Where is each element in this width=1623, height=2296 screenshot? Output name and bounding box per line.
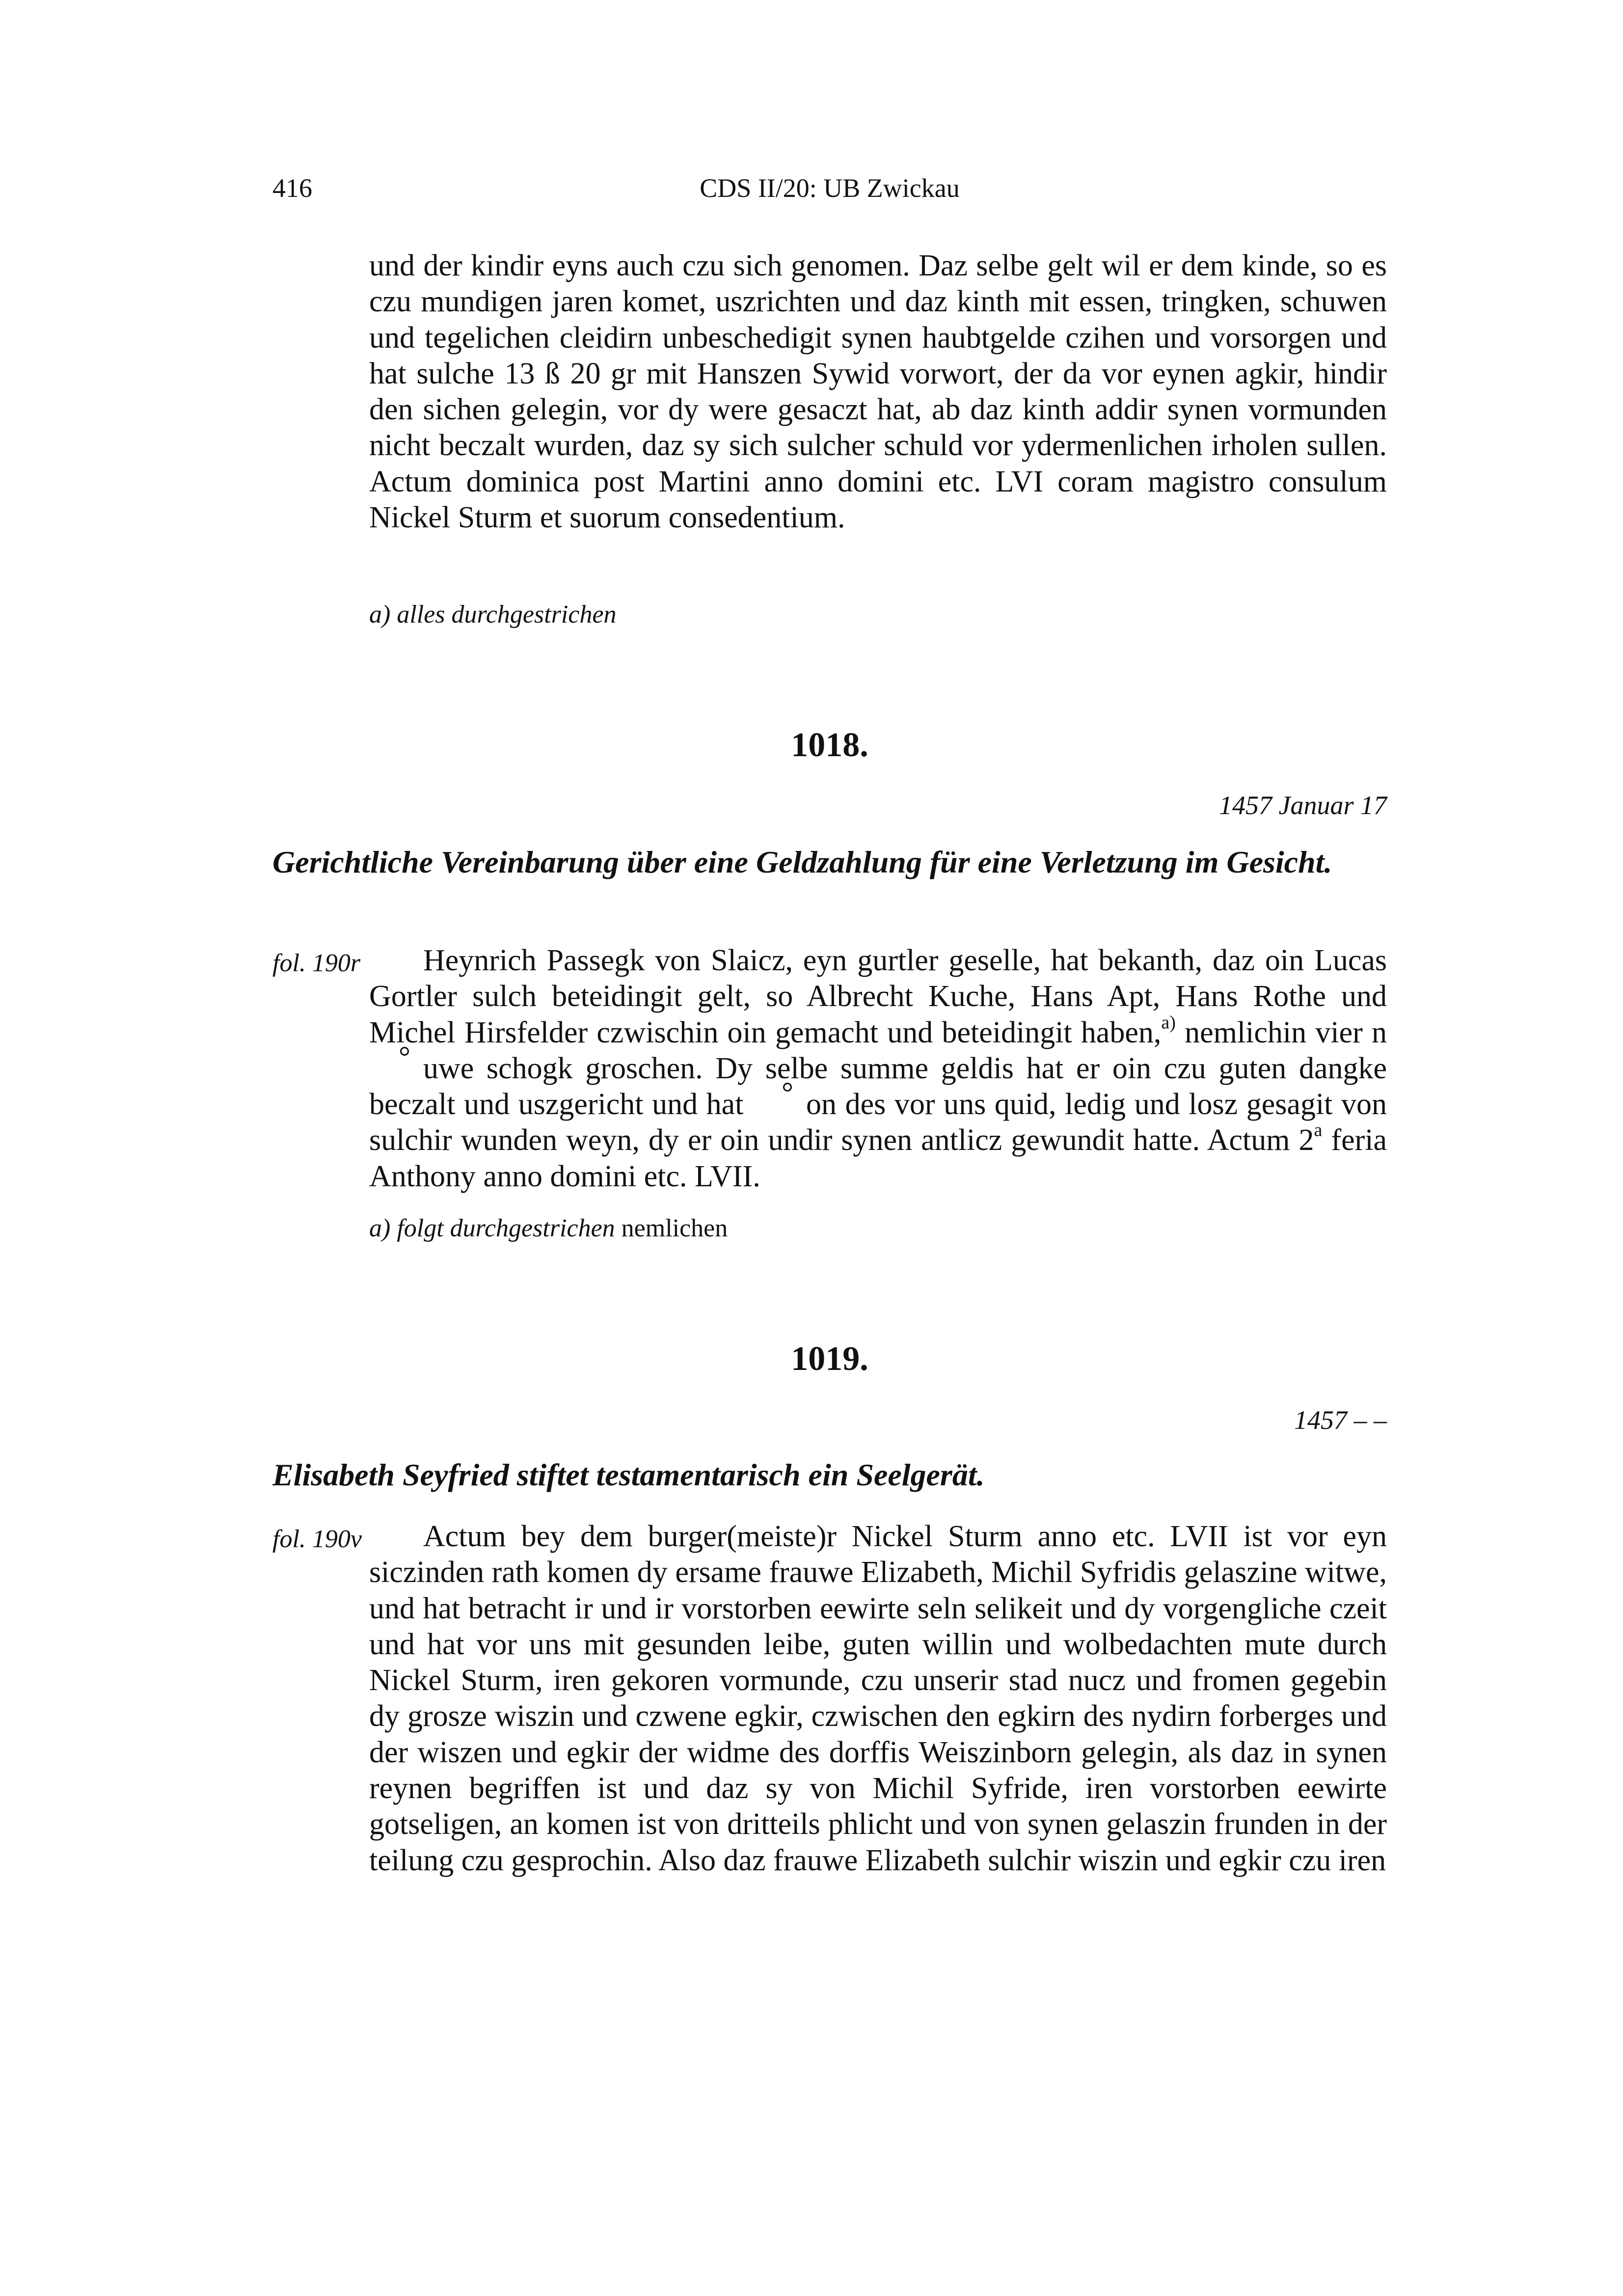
text-part: we schogk groschen. Dy selbe summe geldis hat er oin czu guten dangke beczalt und uszgericht und hat [369, 1051, 1387, 1121]
entry-paragraph-1019: Actum bey dem burger(meiste)r Nickel Sturm anno etc. LVII ist vor eyn siczinden rath komen dy ersame frauwe Elizabeth, Michil Syfridis gelaszine witwe, und hat betracht ir und ir vorstorben eewirte seln selikeit und dy vorgengliche czeit und hat vor uns mit gesunden leibe, guten willin und wolbedachten mute durch Nickel Sturm, iren gekoren vormunde, czu unserir stad nucz und fromen gegebin dy grosze wiszin und czwene egkir, czwischen den egkirn des nydirn forberges und der wiszen und egkir der widme des dorffis Weiszinborn gelegin, als daz in synen reynen begriffen ist und daz sy von Michil Syfride, iren vorstorben eewirte gotseligen, an komen ist von dritteils phlicht und von synen gelaszin frunden in der teilung czu gesprochin. Also daz frauwe Elizabeth sulchir wiszin und egkir czu iren [369, 1520, 1387, 1877]
page-header [272, 173, 1387, 212]
folio-1018: fol. 190r [272, 949, 361, 977]
ring-letter: o [752, 1087, 821, 1122]
superscript-letter: a [1314, 1120, 1323, 1141]
continued-entry-text [369, 248, 1387, 536]
continued-footnote [369, 600, 617, 629]
text-part: n des vor uns quid, ledig und losz gesagit von sulchir wunden weyn, dy er oin undir synen antlicz gewundit hatte. Actum 2 [369, 1088, 1387, 1157]
text-part: feria Anthony anno domini etc. LVII. [369, 1123, 1387, 1193]
footnote-word: nemlichen [621, 1214, 728, 1242]
footnote-text: alles durchgestrichen [397, 601, 617, 629]
entry-number-1019: 1019. [791, 1340, 868, 1378]
entry-footnote-1018 [369, 1214, 728, 1243]
entry-paragraph-1018 [369, 943, 1387, 1195]
entry-text-1019 [369, 1519, 1387, 1879]
entry-text-1018 [369, 943, 1387, 1195]
entry-number-1018: 1018. [791, 726, 868, 764]
text-part: Heynrich Passegk von Slaicz, eyn gurtler geselle, hat bekanth, daz oin Lucas Gortler sulch beteidingit gelt, so Albrecht Kuche, Hans Apt, Hans Rothe und Michel Hirsfelder czwischin oin gemacht und beteidingit haben, [369, 944, 1387, 1049]
entry-date-1019: 1457 – – [1294, 1405, 1387, 1435]
footnote-marker: a) [369, 601, 391, 629]
page-number: 416 [272, 173, 312, 203]
footnote-text: folgt durchgestrichen [397, 1214, 615, 1242]
running-title: CDS II/20: UB Zwickau [700, 173, 960, 203]
entry-heading-1019: Elisabeth Seyfried stiftet testamentarisch ein Seelgerät. [272, 1457, 985, 1492]
footnote-marker: a) [369, 1214, 391, 1242]
entry-date-1018: 1457 Januar 17 [1219, 791, 1387, 820]
ring-letter: u [369, 1051, 438, 1087]
continued-paragraph: und der kindir eyns auch czu sich genomen. Daz selbe gelt wil er dem kinde, so es czu mundigen jaren komet, uszrichten und daz kinth mit essen, tringken, schuwen und tegelichen cleidirn unbeschedigit synen haubtgelde czihen und vorsorgen und hat sulche 13 ß 20 gr mit Hanszen Sywid vorwort, der da vor eynen agkir, hindir den sichen gelegin, vor dy were gesaczt hat, ab daz kinth addir synen vormunden nicht beczalt wurden, daz sy sich sulcher schuld vor ydermenlichen irholen sullen. Actum dominica post Martini anno domini etc. LVI coram magistro consulum Nickel Sturm et suorum consedentium. [369, 249, 1387, 535]
note-reference: a) [1161, 1012, 1176, 1033]
entry-heading-1018: Gerichtliche Vereinbarung über eine Geldzahlung für eine Verletzung im Gesicht. [272, 845, 1332, 879]
folio-1019: fol. 190v [272, 1525, 362, 1553]
text-part: nemlichin vier n [1175, 1015, 1387, 1049]
